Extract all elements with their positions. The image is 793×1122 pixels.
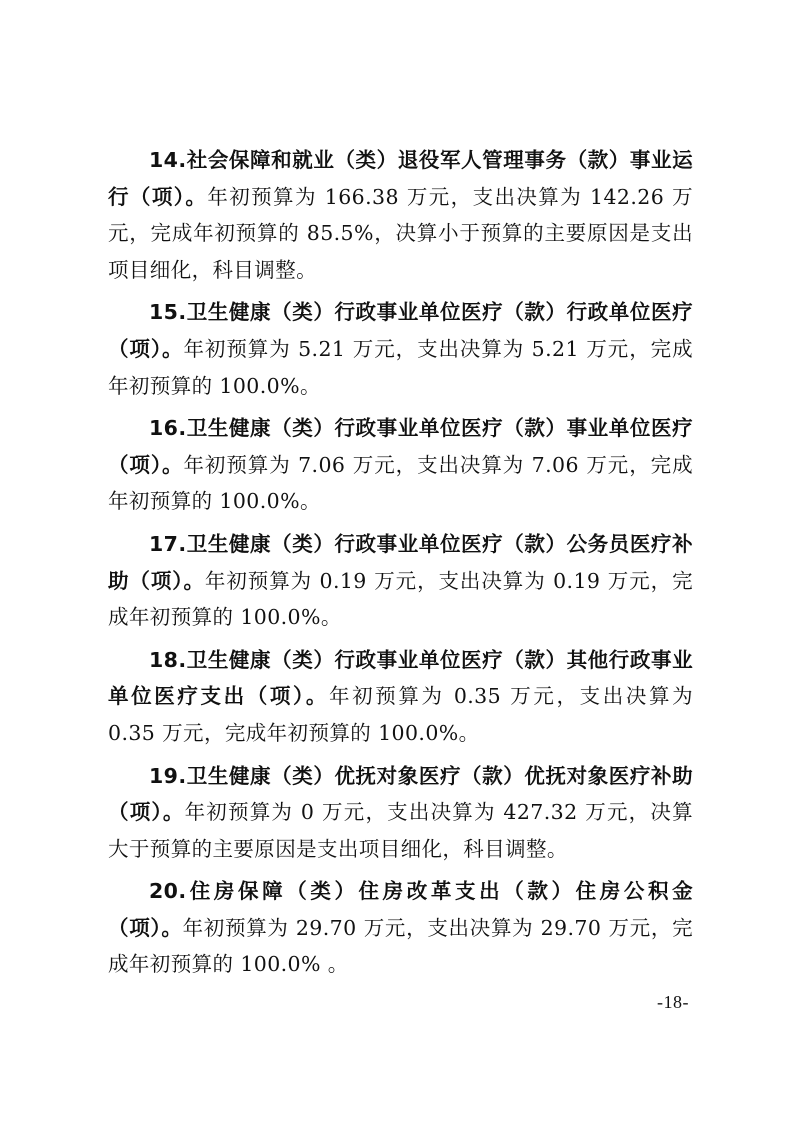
- item-heading: 16.卫生健康（类）行政事业单位医疗（款）事业单位医疗（项）。: [108, 416, 693, 477]
- document-body: [108, 142, 693, 989]
- item-heading: 19.卫生健康（类）优抚对象医疗（款）优抚对象医疗补助（项）。: [108, 763, 693, 825]
- item-body: 年初预算为 0 万元，支出决算为 427.32 万元，决算大于预算的主要原因是支出项目细化，科目调整。: [108, 800, 694, 861]
- item-body: 年初预算为 0.35 万元，支出决算为 0.35 万元，完成年初预算的 100.0%。: [108, 684, 693, 745]
- item-paragraph-20: [108, 873, 693, 983]
- item-body: 年初预算为 166.38 万元，支出决算为 142.26 万元，完成年初预算的 85.5%，决算小于预算的主要原因是支出项目细化，科目调整。: [108, 184, 694, 282]
- item-body: 年初预算为 5.21 万元，支出决算为 5.21 万元，完成年初预算的 100.0%。: [108, 336, 693, 398]
- page-number: -18-: [657, 992, 689, 1012]
- item-body: 年初预算为 0.19 万元，支出决算为 0.19 万元，完成年初预算的 100.0%。: [108, 568, 693, 630]
- item-body: 年初预算为 29.70 万元，支出决算为 29.70 万元，完成年初预算的 100.0% 。: [108, 915, 693, 977]
- item-heading: 20.住房保障（类）住房改革支出（款）住房公积金（项）。: [108, 879, 693, 940]
- item-heading: 18.卫生健康（类）行政事业单位医疗（款）其他行政事业单位医疗支出（项）。: [108, 647, 693, 709]
- item-paragraph-14: [108, 142, 693, 288]
- item-heading: 15.卫生健康（类）行政事业单位医疗（款）行政单位医疗（项）。: [108, 300, 693, 361]
- item-paragraph-16: [108, 410, 693, 520]
- item-paragraph-19: [108, 758, 693, 868]
- item-paragraph-18: [108, 642, 693, 752]
- item-heading: 14.社会保障和就业（类）退役军人管理事务（款）事业运行（项）。: [108, 148, 693, 209]
- item-paragraph-15: [108, 294, 693, 404]
- item-heading: 17.卫生健康（类）行政事业单位医疗（款）公务员医疗补助（项）。: [108, 531, 693, 593]
- item-paragraph-17: [108, 526, 693, 636]
- item-body: 年初预算为 7.06 万元，支出决算为 7.06 万元，完成年初预算的 100.0%。: [108, 452, 693, 514]
